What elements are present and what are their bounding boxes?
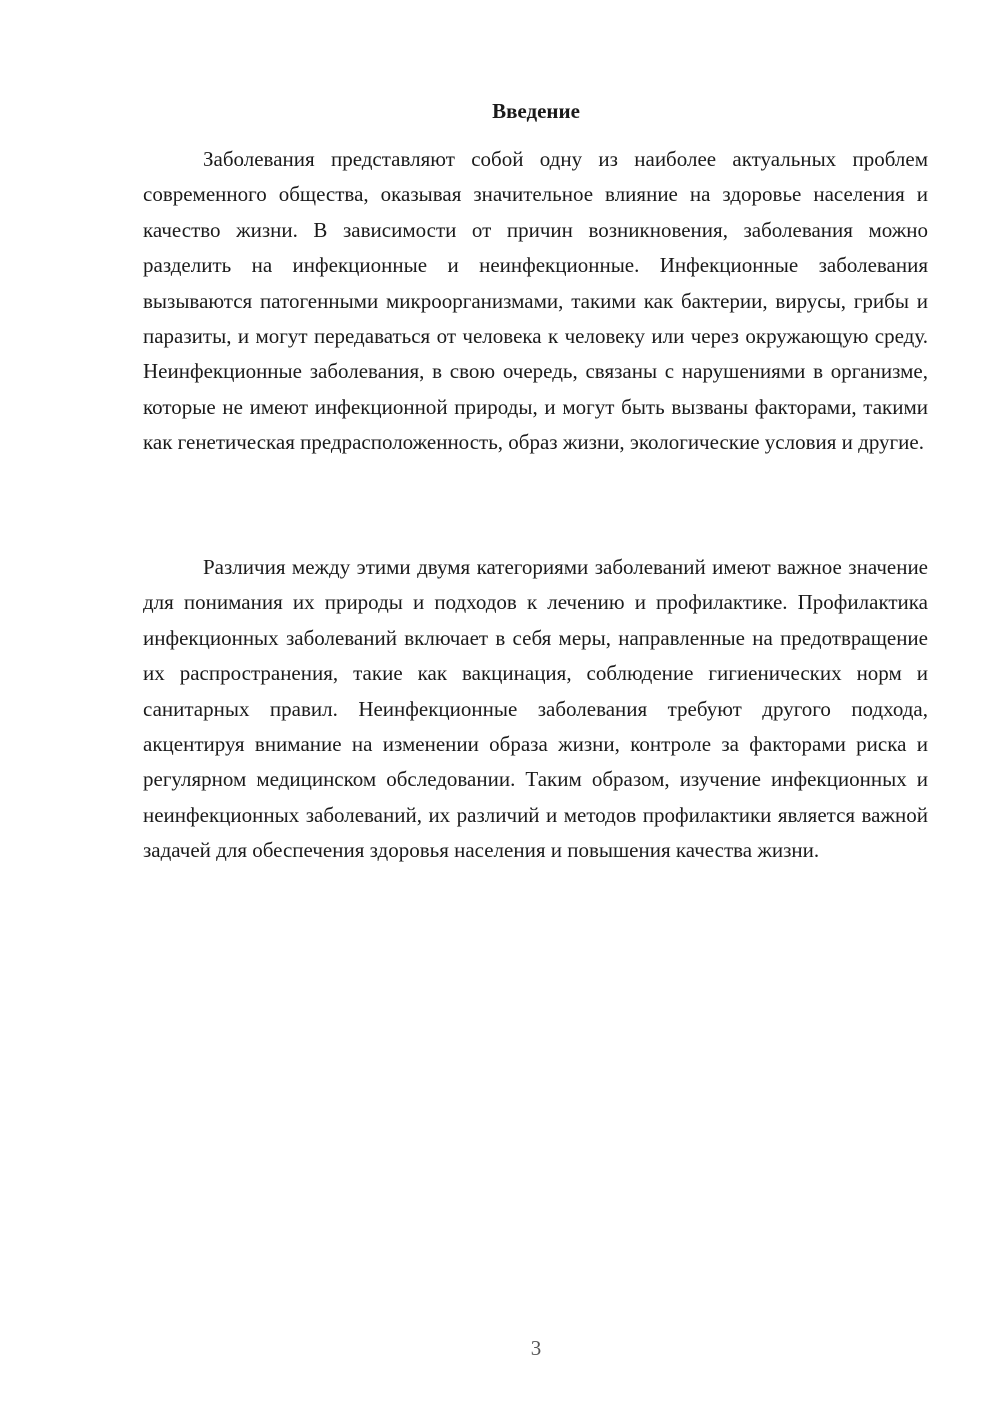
page-number: 3 [530,1336,542,1360]
section-title: Введение [492,99,580,123]
paragraph: Заболевания представляют собой одну из наиболее актуальных проблем современного общества, оказывая значительное влияние на здоровье населения и качество жизни. В зависимости от причин возникновения, заболевания можно разделить на инфекционные и неинфекционные. Инфекционные заболевания вызываются патогенными микроорганизмами, такими как бактерии, вирусы, грибы и паразиты, и могут передаваться от человека к человеку или через окружающую среду. Неинфекционные заболевания, в свою очередь, связаны с нарушениями в организме, которые не имеют инфекционной природы, и могут быть вызваны факторами, такими как генетическая предрасположенность, образ жизни, экологические условия и другие. [143,147,928,455]
paragraph: Различия между этими двумя категориями заболеваний имеют важное значение для понимания их природы и подходов к лечению и профилактике. Профилактика инфекционных заболеваний включает в себя меры, направленные на предотвращение их распространения, такие как вакцинация, соблюдение гигиенических норм и санитарных правил. Неинфекционные заболевания требуют другого подхода, акцентируя внимание на изменении образа жизни, контроле за факторами риска и регулярном медицинском обследовании. Таким образом, изучение инфекционных и неинфекционных заболеваний, их различий и методов профилактики является важной задачей для обеспечения здоровья населения и повышения качества жизни. [143,555,928,863]
